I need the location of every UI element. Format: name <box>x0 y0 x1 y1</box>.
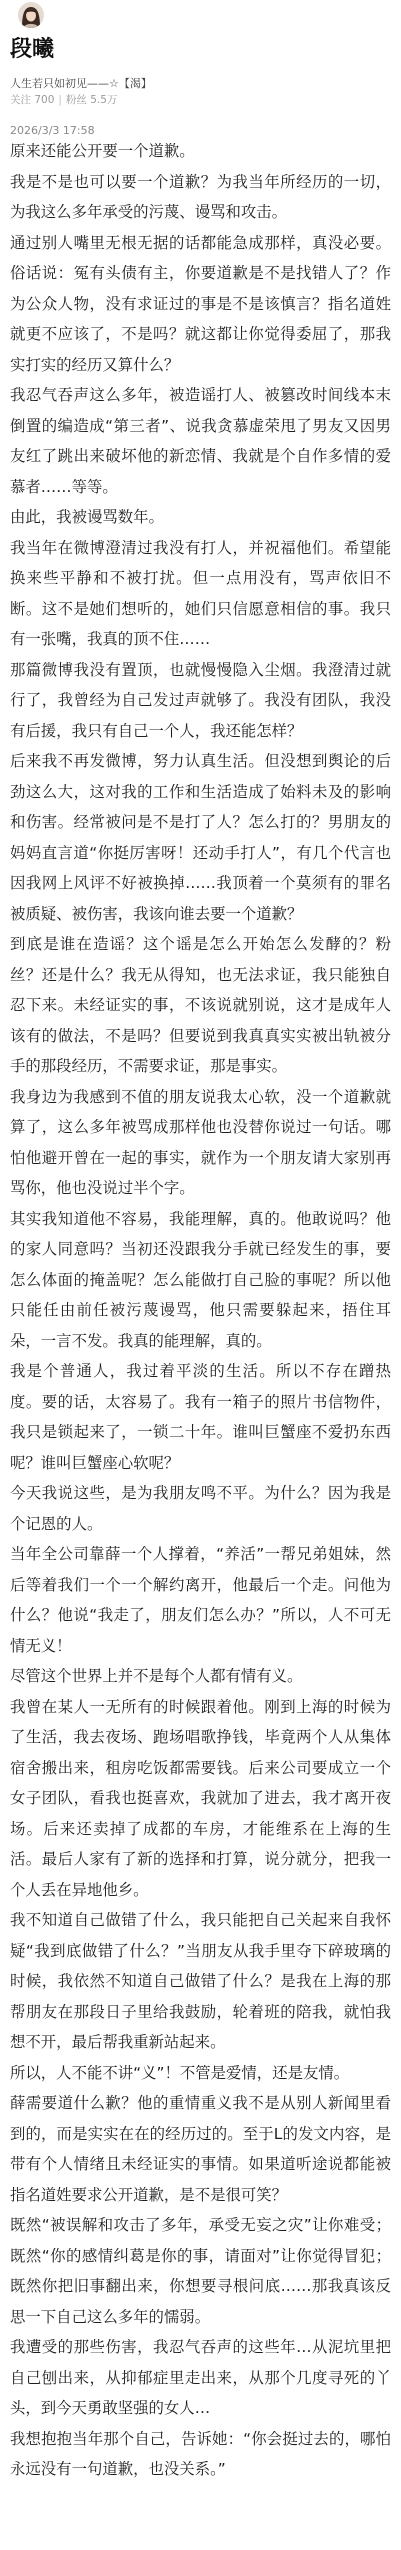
stats-separator: | <box>58 94 62 106</box>
post-paragraph: 由此，我被谩骂数年。 <box>10 508 164 526</box>
post-paragraph: 我想抱抱当年那个自己，告诉她：“你会挺过去的，哪怕永远没有一句道歉，也没关系。” <box>10 2429 391 2478</box>
post-paragraph: 我曾在某人一无所有的时候跟着他。刚到上海的时候为了生活，我去夜场、跑场唱歌挣钱，毕竟两个人从集体宿舍搬出来，租房吃饭都需要钱。后来公司要成立一个女子团队，看我也挺喜欢，我就加了进去，我才离开夜场。后来还卖掉了成都的车房，才能维系在上海的生活。最后人家有了新的选择和打算，说分就分，把我一个人丢在异地他乡。 <box>10 1697 391 1899</box>
post-paragraph: 我是个普通人，我过着平淡的生活。所以不存在蹭热度。要的话，太容易了。我有一箱子的照片书信物件，我只是锁起来了，一锁二十年。谁叫巨蟹座不爱扔东西呢？谁叫巨蟹座心软呢？ <box>10 1362 391 1472</box>
post-paragraph: 我当年在微博澄清过我没有打人，并祝福他们。希望能换来些平静和不被打扰。但一点用没有，骂声依旧不断。这不是她们想听的，她们只信愿意相信的事。我只有一张嘴，我真的顶不住…… <box>10 538 391 648</box>
post-paragraph: 当年全公司靠薛一个人撑着，“养活”一帮兄弟姐妹，然后等着我们一个一个解约离开，他最后一个走。问他为什么？他说“我走了，朋友们怎么办？”所以，人不可无情无义！ <box>10 1545 391 1655</box>
profile-bio: 人生若只如初见——☆【渴】 <box>10 77 152 90</box>
post-paragraph: 通过别人嘴里无根无据的话都能急成那样，真没必要。俗话说：冤有头债有主，你要道歉是不是找错人了？作为公众人物，没有求证过的事是不是该慎言？指名道姓就更不应该了，不是吗？就这都让你觉得委屈了，那我实打实的经历又算什么？ <box>10 233 391 374</box>
avatar[interactable] <box>18 2 44 28</box>
following-stat[interactable] <box>10 94 54 106</box>
followers-label: 粉丝 <box>65 94 87 106</box>
post-paragraph: 既然“被误解和攻击了多年，承受无妄之灾”让你难受；既然“你的感情纠葛是你的事，请面对”让你觉得冒犯；既然你把旧事翻出来，你想要寻根问底……那我真该反思一下自己这么多年的懦弱。 <box>10 2216 391 2326</box>
post-paragraph: 我是不是也可以要一个道歉？为我当年所经历的一切，为我这么多年承受的污蔑、谩骂和攻击。 <box>10 172 391 221</box>
profile-name[interactable]: 段曦 <box>10 37 55 62</box>
profile-stats <box>10 93 117 107</box>
post-body <box>10 136 391 2485</box>
post-paragraph: 今天我说这些，是为我朋友鸣不平。为什么？因为我是个记恩的人。 <box>10 1484 391 1533</box>
followers-count: 5.5万 <box>90 94 118 106</box>
avatar-photo <box>18 2 44 28</box>
post-paragraph: 我遭受的那些伤害，我忍气吞声的这些年…从泥坑里把自己刨出来，从抑郁症里走出来，从那个几度寻死的丫头，到今天勇敢坚强的女人… <box>10 2338 391 2417</box>
post-paragraph: 后来我不再发微博，努力认真生活。但没想到舆论的后劲这么大，这对我的工作和生活造成了始料未及的影响和伤害。经常被问是不是打了人？怎么打的？男朋友的妈妈直言道“你挺厉害呀！还动手打人”，有几个代言也因我网上风评不好被换掉……我顶着一个莫须有的罪名被质疑、被伤害，我该向谁去要一个道歉？ <box>10 752 391 923</box>
following-count: 700 <box>34 94 55 106</box>
post-paragraph: 薛需要道什么歉？他的重情重义我不是从别人新闻里看到的，而是实实在在的经历过的。至于L的发文内容，是带有个人情绪且未经证实的事情。如果道听途说都能被指名道姓要求公开道歉，是不是很可笑？ <box>10 2094 391 2204</box>
post-paragraph: 尽管这个世界上并不是每个人都有情有义。 <box>10 1667 303 1685</box>
post-paragraph: 我不知道自己做错了什么，我只能把自己关起来自我怀疑“我到底做错了什么？”当朋友从我手里夺下碎玻璃的时候，我依然不知道自己做错了什么？是我在上海的那帮朋友在那段日子里给我鼓励，轮着班的陪我，就怕我想不开，最后帮我重新站起来。 <box>10 1911 391 2051</box>
followers-stat[interactable] <box>66 94 118 106</box>
following-label: 关注 <box>10 94 31 106</box>
post-paragraph: 其实我知道他不容易，我能理解，真的。他敢说吗？他的家人同意吗？当初还没跟我分手就已经发生的事，要怎么体面的掩盖呢？怎么能做打自己脸的事呢？所以他只能任由前任被污蔑谩骂，他只需要躲起来，捂住耳朵，一言不发。我真的能理解，真的。 <box>10 1209 391 1350</box>
post-paragraph: 我忍气吞声这么多年，被造谣打人、被篡改时间线本末倒置的编造成“第三者”、说我贪慕虚荣甩了男友又因男友红了跳出来破坏他的新恋情、我就是个自作多情的爱慕者……等等。 <box>10 386 391 496</box>
post-paragraph: 我身边为我感到不值的朋友说我太心软，没一个道歉就算了，这么多年被骂成那样他也没替你说过一句话。哪怕他避开曾在一起的事实，就作为一个朋友请大家别再骂你，他也没说过半个字。 <box>10 1087 391 1197</box>
post-paragraph: 所以，人不能不讲“义”！不管是爱情，还是友情。 <box>10 2063 350 2082</box>
post-paragraph: 到底是谁在造谣？这个谣是怎么开始怎么发酵的？粉丝？还是什么？我无从得知，也无法求证，我只能独自忍下来。未经证实的事，不该说就别说，这才是成年人该有的做法，不是吗？但要说到我真真实实被出轨被分手的那段经历，不需要求证，那是事实。 <box>10 935 391 1075</box>
post-paragraph: 那篇微博我没有置顶，也就慢慢隐入尘烟。我澄清过就行了，我曾经为自己发过声就够了。我没有团队，我没有后援，我只有自己一个人，我还能怎样？ <box>10 660 391 740</box>
post-paragraph: 原来还能公开要一个道歉。 <box>10 142 195 160</box>
post-timestamp: 2026/3/3 17:58 <box>10 124 95 137</box>
